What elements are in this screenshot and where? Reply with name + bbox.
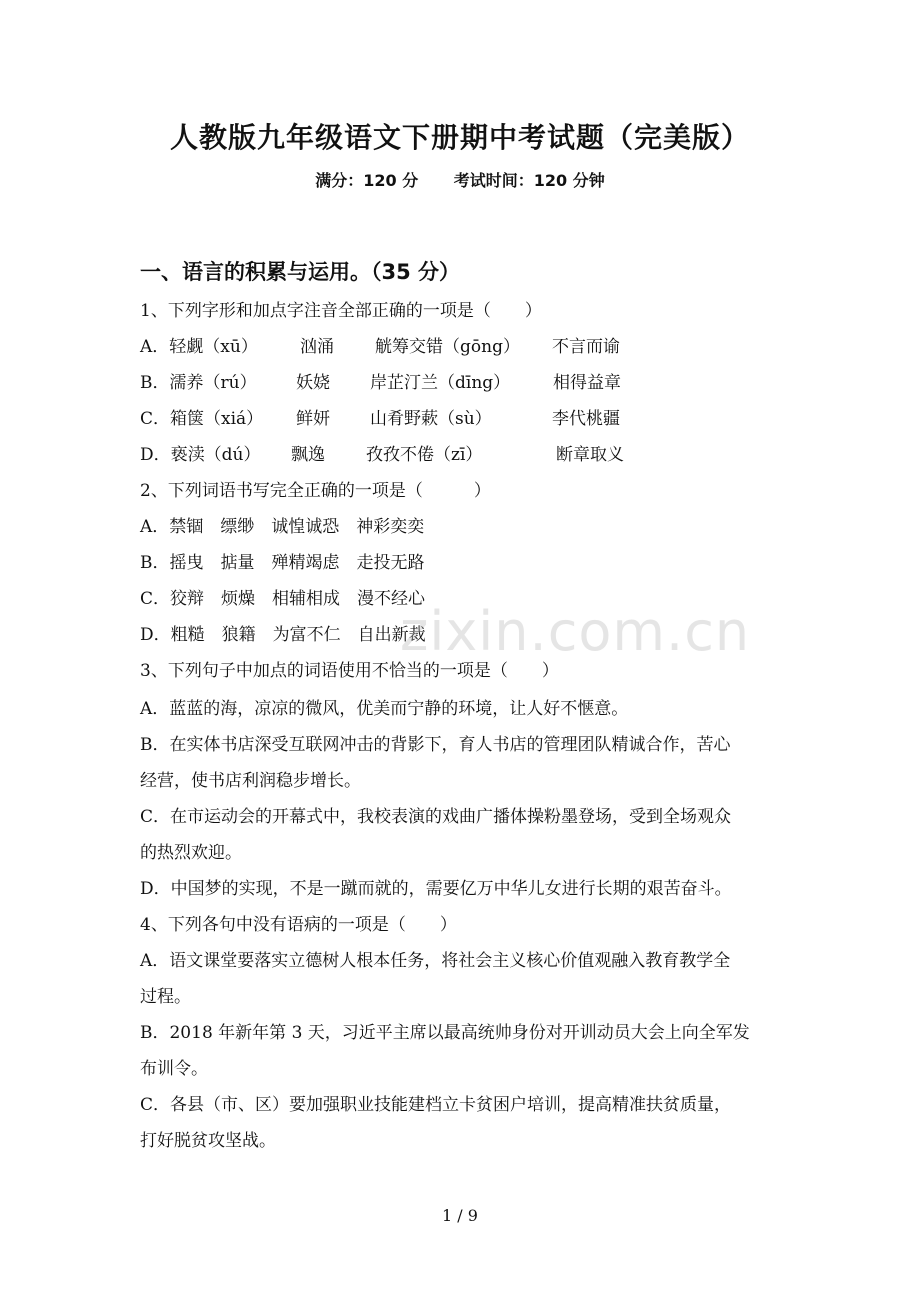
q2-option-d: D．粗糙 狼籍 为富不仁 自出新裁 [140,625,426,645]
q1-option-d [140,444,740,466]
q1-option-c [140,408,740,430]
q2-stem: 2、下列词语书写完全正确的一项是（ ） [140,481,491,501]
exam-time: 考试时间：120 分钟 [453,171,605,190]
q4-option-a-line-2: 过程。 [140,987,191,1007]
q4-option-b-line-1: B．2018 年新年第 3 天，习近平主席以最高统帅身份对开训动员大会上向全军发 [140,1023,750,1043]
q1-d-term-3: 孜孜不倦（zī） [366,445,483,465]
q1-a-term-2: 汹涌 [300,337,334,357]
q3-option-b-line-2: 经营，使书店利润稳步增长。 [140,771,361,791]
section-heading: 一、语言的积累与运用。（35 分） [140,260,461,284]
q1-option-b [140,372,740,394]
q4-option-a-line-1: A．语文课堂要落实立德树人根本任务，将社会主义核心价值观融入教育教学全 [140,951,731,971]
exam-meta [0,168,920,191]
q1-b-term-4: 相得益章 [553,373,621,393]
page-number: 1 / 9 [442,1206,478,1225]
q3-option-d: D．中国梦的实现，不是一蹴而就的，需要亿万中华儿女进行长期的艰苦奋斗。 [140,879,732,899]
q2-option-c: C．狡辩 烦燥 相辅相成 漫不经心 [140,589,426,609]
q4-option-c-line-2: 打好脱贫攻坚战。 [140,1131,276,1151]
q1-b-term-3: 岸芷汀兰（dīng） [370,373,511,393]
full-score: 满分：120 分 [315,171,419,190]
q1-d-term-1: D．亵渎（dú） [140,445,261,465]
q1-a-term-4: 不言而谕 [552,337,620,357]
q3-stem: 3、下列句子中加点的词语使用不恰当的一项是（ ） [140,661,559,681]
page-title: 人教版九年级语文下册期中考试题（完美版） [169,121,750,154]
q1-c-term-2: 鲜妍 [296,409,330,429]
q1-c-term-4: 李代桃疆 [552,409,620,429]
q3-option-c-line-1: C．在市运动会的开幕式中，我校表演的戏曲广播体操粉墨登场，受到全场观众 [140,807,732,827]
q1-b-term-1: B．濡养（rú） [140,373,257,393]
q1-option-a [140,336,740,358]
q4-option-b-line-2: 布训令。 [140,1059,208,1079]
q3-option-a: A．蓝蓝的海，凉凉的微风，优美而宁静的环境，让人好不惬意。 [140,699,629,719]
q1-a-term-3: 觥筹交错（gōng） [375,337,520,357]
q1-d-term-2: 飘逸 [291,445,325,465]
watermark: zixin.com.cn [400,600,751,663]
q1-c-term-3: 山肴野蔌（sù） [370,409,492,429]
q1-stem: 1、下列字形和加点字注音全部正确的一项是（ ） [140,301,542,321]
q1-d-term-4: 断章取义 [556,445,624,465]
q1-c-term-1: C．箱箧（xiá） [140,409,264,429]
q4-option-c-line-1: C．各县（市、区）要加强职业技能建档立卡贫困户培训，提高精准扶贫质量， [140,1095,732,1115]
q2-option-b: B．摇曳 掂量 殚精竭虑 走投无路 [140,553,425,573]
q3-option-c-line-2: 的热烈欢迎。 [140,843,242,863]
q3-option-b-line-1: B．在实体书店深受互联网冲击的背影下，育人书店的管理团队精诚合作，苦心 [140,735,731,755]
q1-b-term-2: 妖娆 [296,373,330,393]
q4-stem: 4、下列各句中没有语病的一项是（ ） [140,915,457,935]
q1-a-term-1: A．轻觑（xū） [140,337,258,357]
q2-option-a: A．禁锢 缥缈 诚惶诚恐 神彩奕奕 [140,517,425,537]
